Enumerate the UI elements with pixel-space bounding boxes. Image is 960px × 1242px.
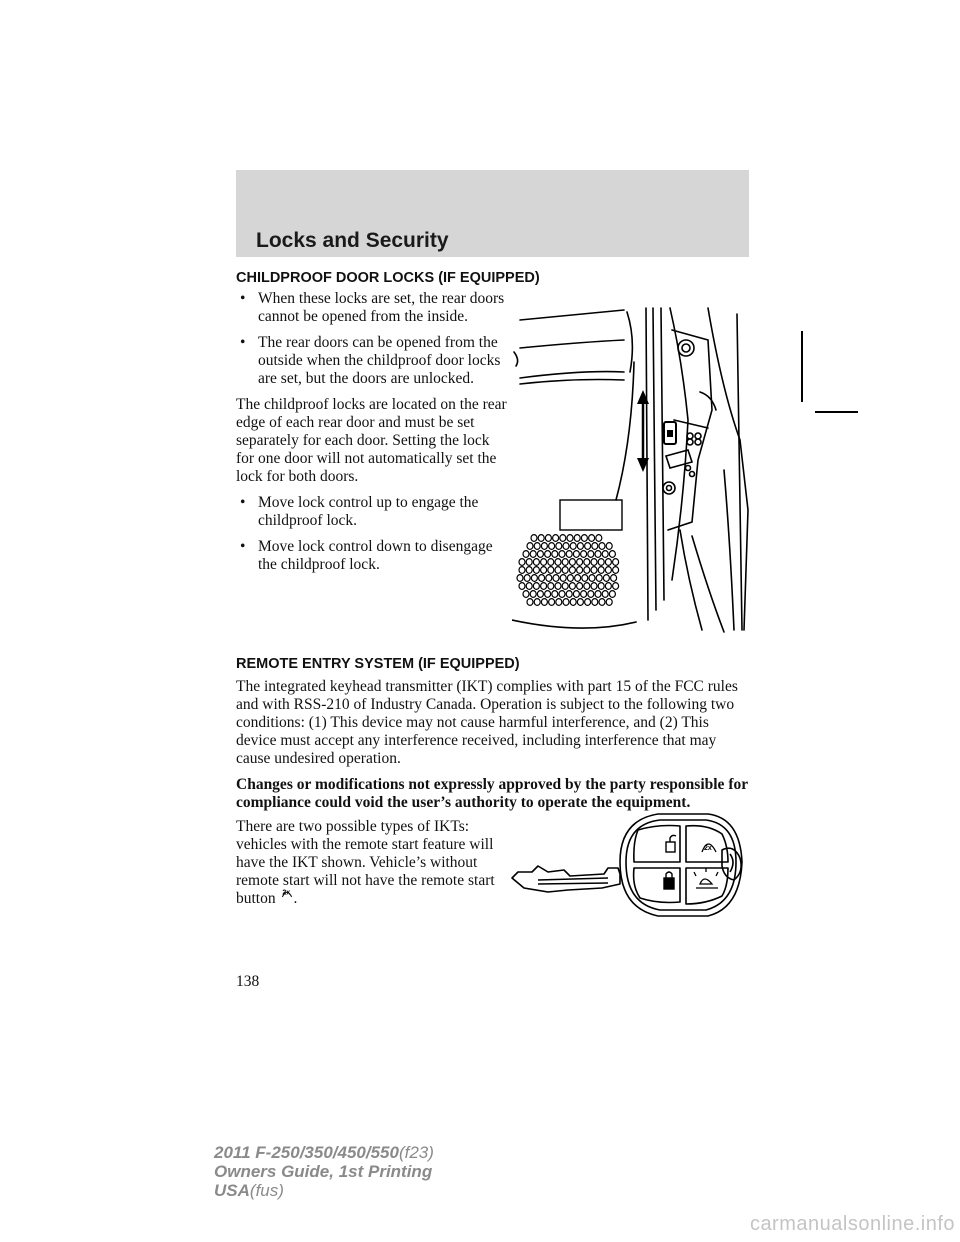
remote-start-button-icon [280,886,294,900]
section-header-bar [236,170,749,257]
ikt-types-end: . [293,890,298,907]
remote-start-icon-label: 2x [281,889,290,897]
watermark-text: carmanualsonline.info [749,1213,955,1235]
childproof-locks-text [236,290,511,582]
childproof-lock-door-illustration [512,300,750,640]
footer-region: USA [214,1181,250,1200]
section-title: Locks and Security [256,229,449,252]
bullet-text: When these locks are set, the rear doors cannot be opened from the inside. [258,290,505,325]
key-fob-illustration [508,800,748,925]
bullet-item [236,290,511,326]
footer-model: 2011 F-250/350/450/550 [214,1143,399,1162]
childproof-locks-paragraph: The childproof locks are located on the rear edge of each rear door and must be set separately for each door. Setting the lock for one door will not automatically set the lock for both doors. [236,396,507,485]
bullet-item [236,538,511,574]
bullet-text: Move lock control down to disengage the childproof lock. [258,538,493,573]
page-number: 138 [236,973,260,990]
remote-entry-text [236,678,751,820]
childproof-locks-heading: CHILDPROOF DOOR LOCKS (IF EQUIPPED) [236,270,540,286]
bullet-dot: • [240,334,246,351]
ikt-types-lead: There are two possible types of IKTs: vehicles with the remote start feature will have the IKT shown. Vehicle’s without remote start will not have the remote start button [236,818,495,907]
lock-icon [664,872,674,889]
chapter-tab-marker-horizontal [815,411,858,413]
watermark-link[interactable] [0,1213,960,1236]
fcc-compliance-paragraph: The integrated keyhead transmitter (IKT) complies with part 15 of the FCC rules and with RSS-210 of Industry Canada. Operation is subject to the following two conditions: (1) This device may not cause harmful interference, and (2) This device must accept any interference received, including interference that may cause undesired operation. [236,678,738,767]
bullet-text: Move lock control up to engage the childproof lock. [258,494,479,529]
ikt-types-text [236,818,511,908]
document-footer [214,1143,434,1200]
speaker-grille [517,535,619,606]
bullet-dot: • [240,494,246,511]
ikt-types-paragraph [236,818,511,908]
bullet-dot: • [240,290,246,307]
remote-start-icon [702,844,716,852]
footer-region-code: (fus) [249,1181,284,1200]
chapter-tab-marker-vertical [801,331,803,402]
footer-model-code: (f23) [398,1143,434,1162]
modification-warning-paragraph: Changes or modifications not expressly approved by the party responsible for compliance could void the user’s authority to operate the equipment. [236,776,748,811]
footer-printing: Owners Guide, 1st Printing [214,1162,433,1181]
svg-text:2x: 2x [704,845,712,852]
bullet-dot: • [240,538,246,555]
unlock-icon [666,835,676,852]
bullet-text: The rear doors can be opened from the outside when the childproof door locks are set, but the doors are unlocked. [258,334,501,387]
panic-alarm-icon [694,868,718,888]
bullet-item [236,494,511,530]
remote-entry-heading: REMOTE ENTRY SYSTEM (IF EQUIPPED) [236,656,520,672]
bullet-item [236,334,511,388]
